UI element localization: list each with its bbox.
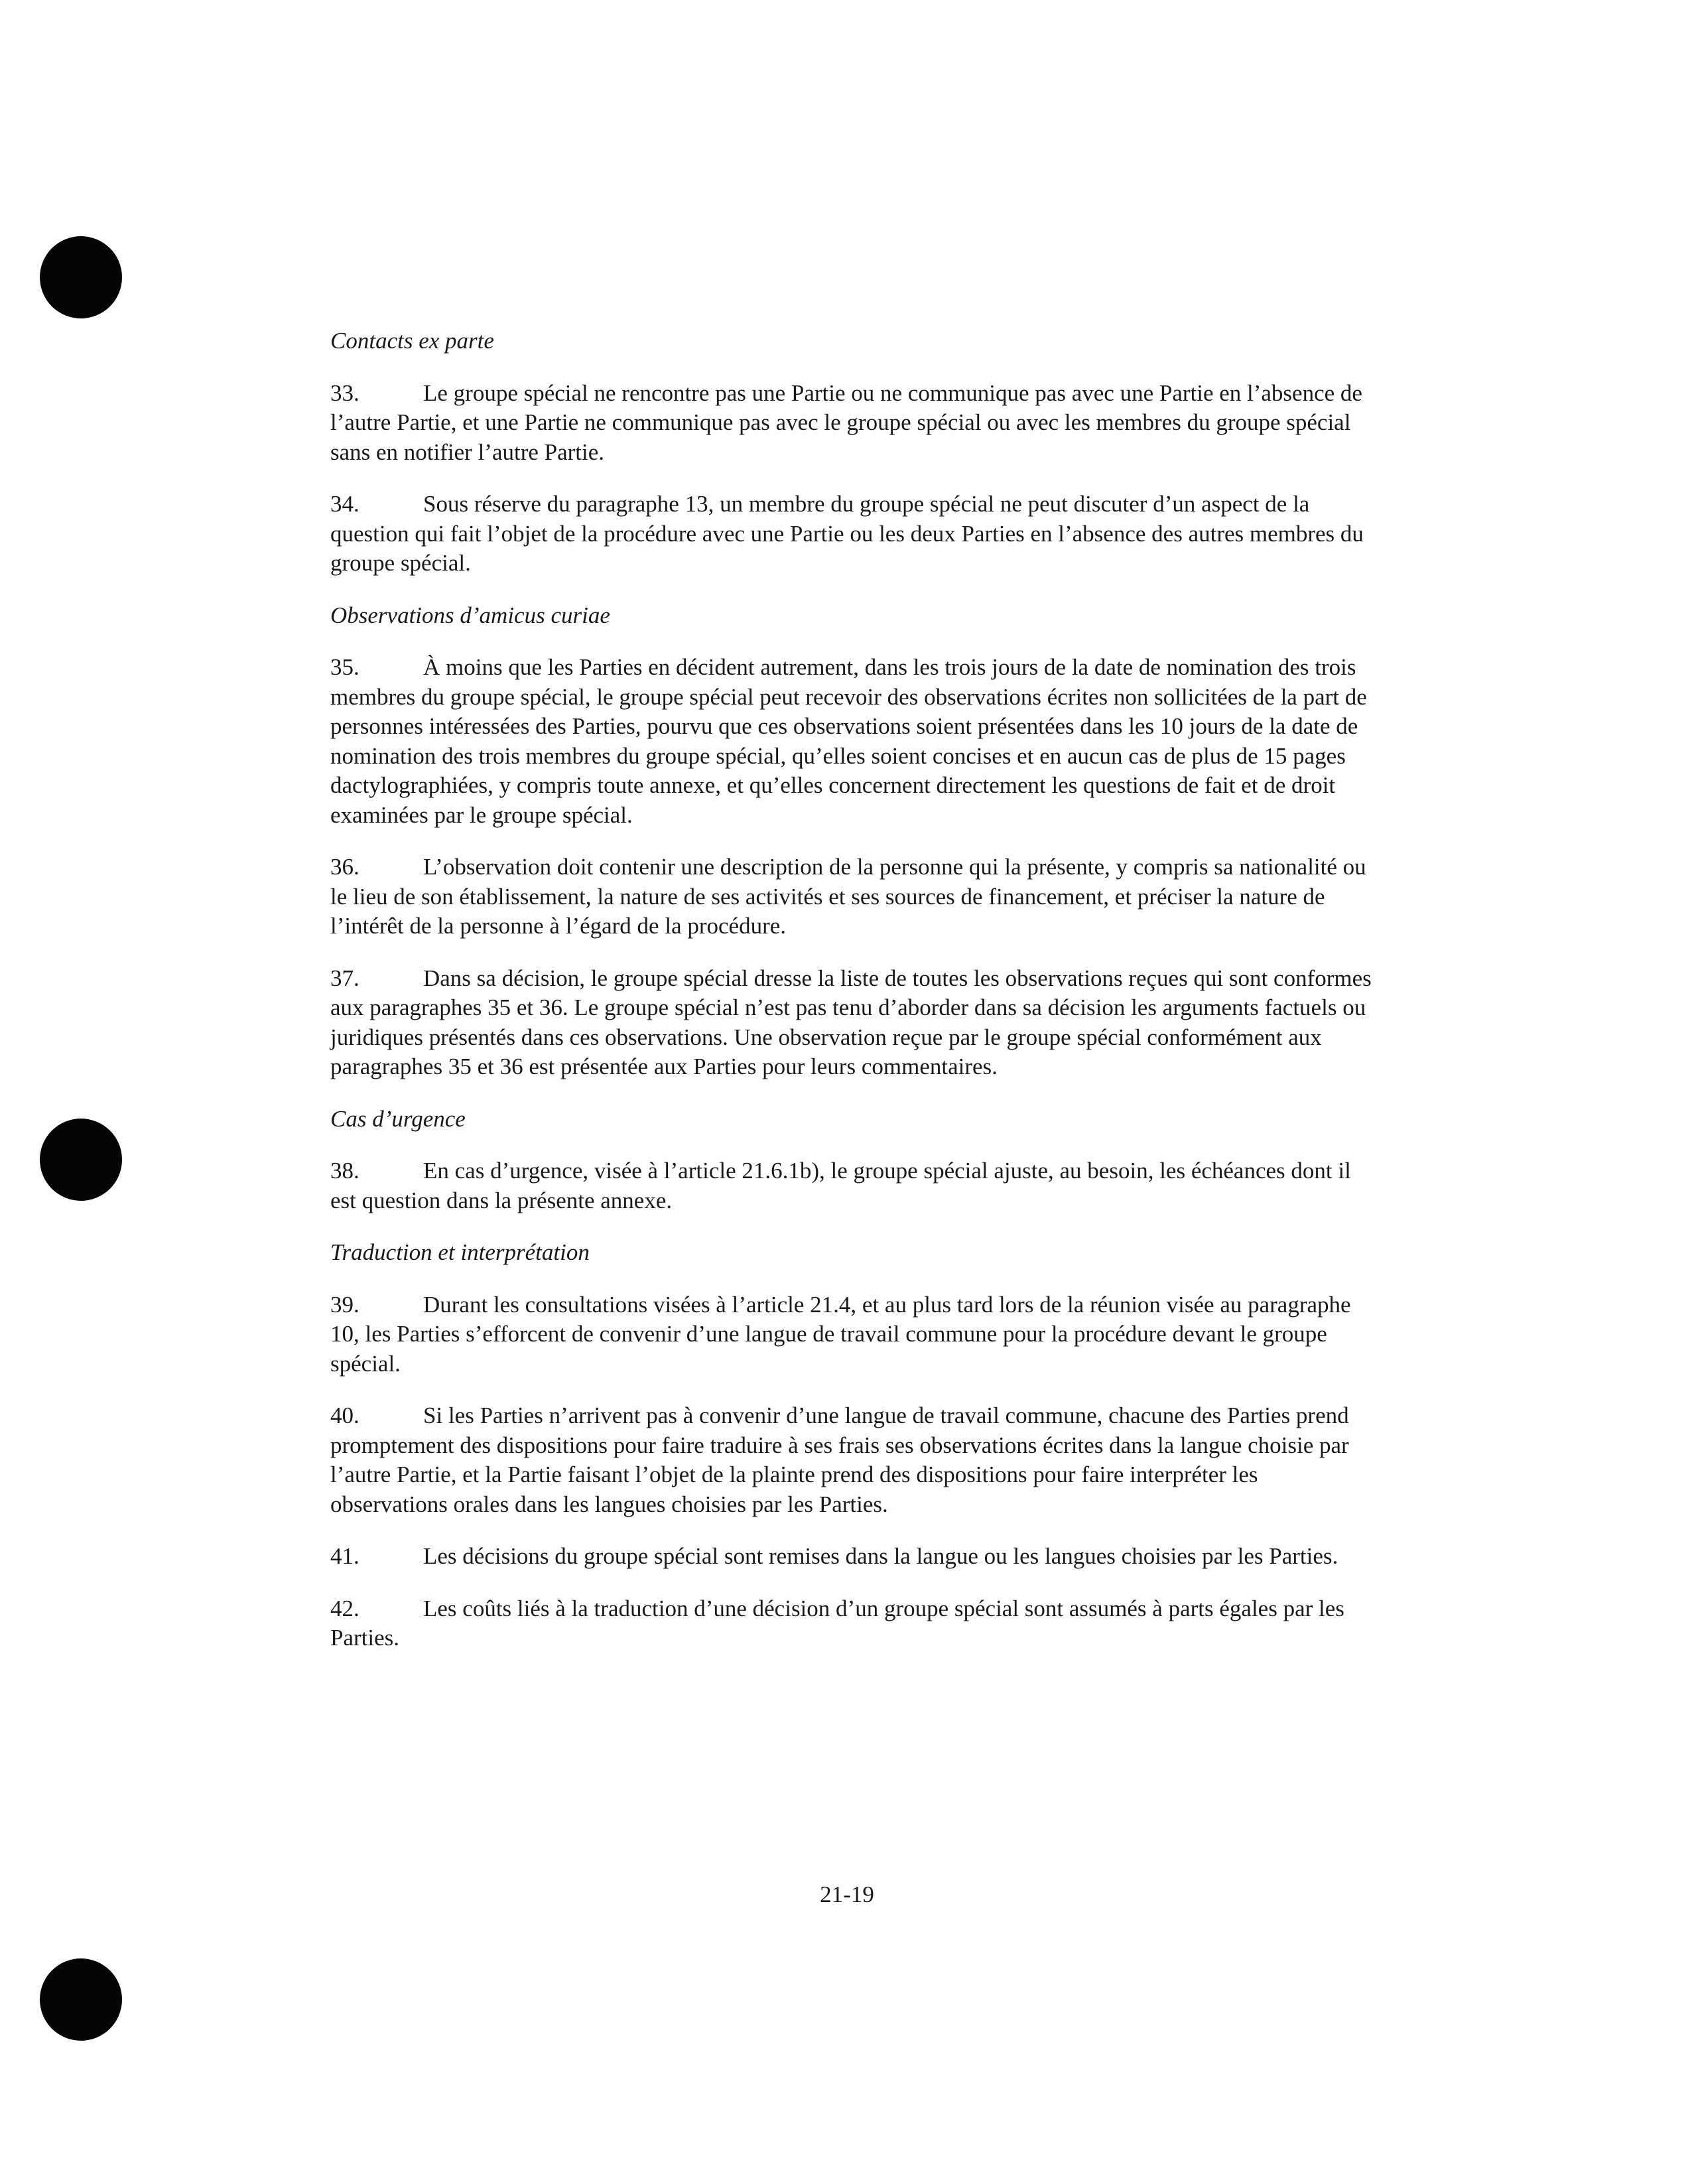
- paragraph-number: 40.: [330, 1402, 359, 1428]
- paragraph-text: Si les Parties n’arrivent pas à convenir d’une langue de travail commune, chacune des Parties prend promptement des dispositions pour faire traduire à ses frais ses observations écrites dans la langue choisie par l’autre Partie, et la Partie faisant l’objet de la plainte prend des dispositions pour faire interpréter les observations orales dans les langues choisies par les Parties.: [330, 1402, 1349, 1517]
- paragraph-text: L’observation doit contenir une description de la personne qui la présente, y compris sa nationalité ou le lieu de son établissement, la nature de ses activités et ses sources de financement, et préciser la nature de l’intérêt de la personne à l’égard de la procédure.: [330, 854, 1366, 939]
- paragraph-text: À moins que les Parties en décident autrement, dans les trois jours de la date de nomination des trois membres du groupe spécial, le groupe spécial peut recevoir des observations écrites non sollicitées de la part de personnes intéressées des Parties, pourvu que ces observations soient présentées dans les 10 jours de la date de nomination des trois membres du groupe spécial, qu’elles soient concises et en aucun cas de plus de 15 pages dactylographiées, y compris toute annexe, et qu’elles concernent directement les questions de fait et de droit examinées par le groupe spécial.: [330, 654, 1367, 828]
- section-heading-cas-urgence: Cas d’urgence: [330, 1105, 466, 1132]
- paragraph-text: Sous réserve du paragraphe 13, un membre du groupe spécial ne peut discuter d’un aspect de la question qui fait l’objet de la procédure avec une Partie ou les deux Parties en l’absence des autres membres du groupe spécial.: [330, 491, 1364, 576]
- paragraph-number: 39.: [330, 1291, 359, 1318]
- punch-hole-top: [40, 236, 122, 318]
- page-number: 21-19: [820, 1881, 874, 1907]
- paragraph-39: [330, 1290, 1378, 1379]
- paragraph-35: [330, 653, 1378, 830]
- paragraph-37: [330, 964, 1378, 1082]
- paragraph-number: 36.: [330, 854, 359, 880]
- paragraph-text: Dans sa décision, le groupe spécial dresse la liste de toutes les observations reçues qui sont conformes aux paragraphes 35 et 36. Le groupe spécial n’est pas tenu d’aborder dans sa décision les arguments factuels ou juridiques présentés dans ces observations. Une observation reçue par le groupe spécial conformément aux paragraphes 35 et 36 est présentée aux Parties pour leurs commentaires.: [330, 965, 1372, 1079]
- paragraph-number: 37.: [330, 965, 359, 991]
- paragraph-36: [330, 853, 1378, 941]
- paragraph-text: Durant les consultations visées à l’article 21.4, et au plus tard lors de la réunion visée au paragraphe 10, les Parties s’efforcent de convenir d’une langue de travail commune pour la procédure devant le groupe spécial.: [330, 1291, 1351, 1377]
- punch-hole-middle: [40, 1119, 122, 1201]
- punch-hole-bottom: [40, 1958, 122, 2041]
- section-heading-amicus-curiae: Observations d’amicus curiae: [330, 602, 610, 628]
- paragraph-number: 41.: [330, 1543, 359, 1569]
- paragraph-41: [330, 1542, 1378, 1572]
- section-heading-contacts-ex-parte: Contacts ex parte: [330, 328, 494, 354]
- paragraph-40: [330, 1401, 1378, 1519]
- paragraph-34: [330, 490, 1378, 579]
- paragraph-text: Les coûts liés à la traduction d’une décision d’un groupe spécial sont assumés à parts égales par les Parties.: [330, 1595, 1344, 1651]
- paragraph-text: En cas d’urgence, visée à l’article 21.6.1b), le groupe spécial ajuste, au besoin, les échéances dont il est question dans la présente annexe.: [330, 1158, 1351, 1213]
- paragraph-number: 38.: [330, 1158, 359, 1184]
- paragraph-number: 42.: [330, 1595, 359, 1621]
- paragraph-number: 33.: [330, 379, 359, 406]
- document-body: [330, 326, 1378, 1676]
- paragraph-33: [330, 379, 1378, 468]
- paragraph-42: [330, 1594, 1378, 1653]
- paragraph-number: 35.: [330, 654, 359, 680]
- paragraph-38: [330, 1156, 1378, 1215]
- section-heading-traduction: Traduction et interprétation: [330, 1239, 590, 1265]
- paragraph-text: Les décisions du groupe spécial sont remises dans la langue ou les langues choisies par les Parties.: [423, 1543, 1338, 1569]
- paragraph-text: Le groupe spécial ne rencontre pas une Partie ou ne communique pas avec une Partie en l’absence de l’autre Partie, et une Partie ne communique pas avec le groupe spécial ou avec les membres du groupe spécial sans en notifier l’autre Partie.: [330, 379, 1362, 465]
- paragraph-number: 34.: [330, 491, 359, 517]
